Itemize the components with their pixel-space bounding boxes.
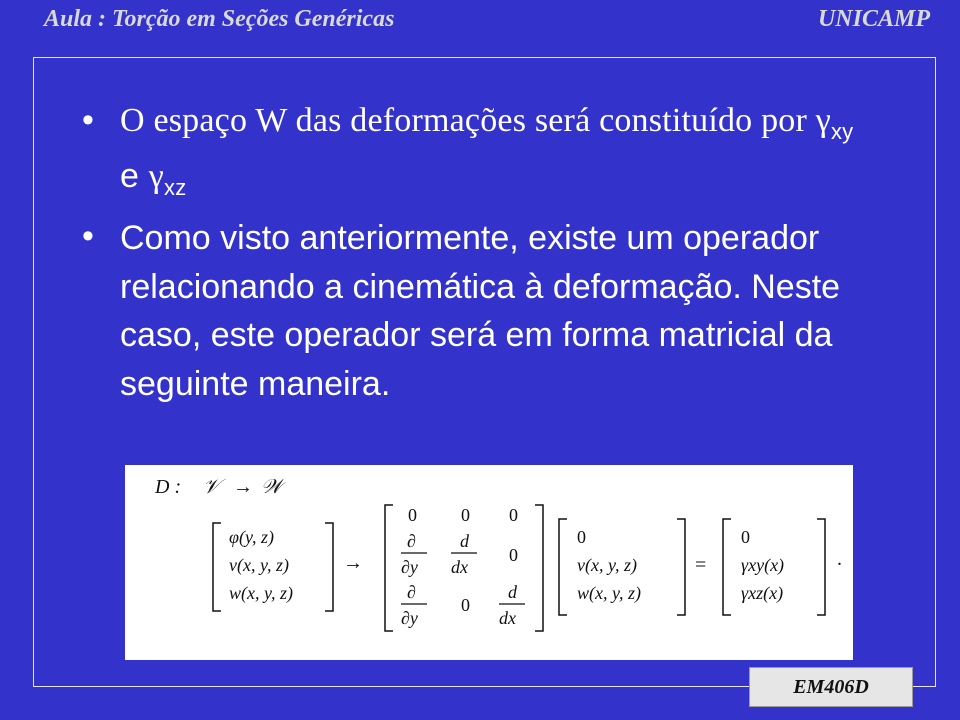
matrix-entry: 0 [509, 505, 518, 525]
map-arrow: → [233, 476, 253, 498]
matrix-entry: 0 [461, 505, 470, 525]
bullet-text-1 [120, 98, 882, 210]
svg-text:∂y: ∂y [401, 557, 418, 577]
derivative-entry [451, 531, 477, 577]
gamma-subscript: xz [164, 175, 187, 200]
domain-space: 𝒱 [203, 476, 220, 498]
right-bracket [535, 505, 543, 631]
svg-text:∂y: ∂y [401, 608, 418, 628]
gamma-symbol: γ [815, 102, 831, 139]
bullet-marker: • [82, 217, 94, 255]
bullet-marker: • [82, 101, 94, 139]
right-bracket [325, 523, 333, 611]
bullet-item-2 [82, 214, 882, 408]
vector-entry: φ(y, z) [229, 527, 274, 547]
vector-entry: γxy(x) [741, 555, 785, 575]
vector-entry: γxz(x) [741, 583, 784, 603]
bullet-text-2: Como visto anteriormente, existe um operador relacionando a cinemática à deformação. Neste caso, este operador será em forma matricial da seguinte maneira. [120, 219, 841, 403]
svg-text:dx: dx [499, 608, 516, 628]
svg-text:d: d [460, 531, 469, 551]
vector-entry: 0 [741, 527, 750, 547]
bullet-item-1 [82, 98, 882, 210]
course-code-badge: EM406D [749, 667, 913, 707]
conjunction: e [120, 157, 149, 195]
gamma-symbol: γ [148, 158, 164, 195]
vector-entry: 0 [577, 527, 586, 547]
vector-entry: v(x, y, z) [229, 555, 289, 575]
equals-sign: = [695, 554, 707, 576]
matrix-entry: 0 [408, 505, 417, 525]
codomain-space: 𝒲 [261, 476, 282, 498]
left-bracket [213, 523, 221, 611]
vector-entry: w(x, y, z) [577, 583, 641, 603]
gamma-subscript: xy [830, 119, 854, 144]
period: . [837, 548, 842, 570]
operator-equation-image [125, 465, 853, 660]
institution-name: UNICAMP [817, 6, 930, 32]
left-bracket [723, 519, 731, 615]
operator-symbol: D : [155, 476, 182, 498]
partial-derivative-entry [401, 531, 427, 577]
matrix-entry: 0 [509, 545, 518, 565]
vector-entry: v(x, y, z) [577, 555, 637, 575]
svg-text:∂: ∂ [407, 531, 416, 551]
right-bracket [677, 519, 685, 615]
bullet-text-1-main: O espaço W das deformações será constituído por [120, 102, 816, 139]
left-bracket [385, 505, 393, 631]
svg-text:d: d [508, 582, 517, 602]
right-bracket [817, 519, 825, 615]
matrix-entry: 0 [461, 595, 470, 615]
partial-derivative-entry [401, 582, 427, 628]
maps-to-arrow: → [343, 552, 363, 574]
left-bracket [559, 519, 567, 615]
operator-equation [125, 465, 853, 660]
svg-text:dx: dx [451, 557, 468, 577]
vector-entry: w(x, y, z) [229, 583, 293, 603]
derivative-entry [499, 582, 525, 628]
svg-text:∂: ∂ [407, 582, 416, 602]
lecture-title: Aula : Torção em Seções Genéricas [44, 6, 395, 32]
